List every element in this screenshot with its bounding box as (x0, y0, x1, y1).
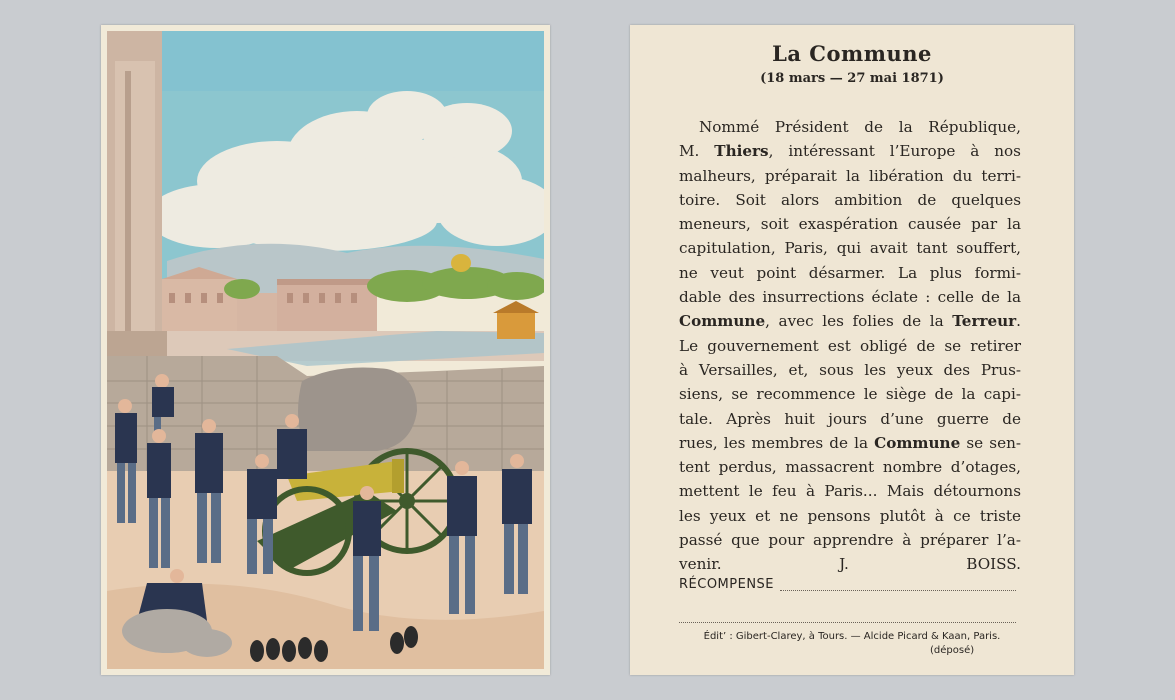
text-line: Commune, avec les folies de la Terreur. (679, 312, 1021, 331)
card-body-text (679, 115, 1021, 577)
text-line-signature: venir. J. BOISS. (679, 555, 1021, 574)
recompense-dotted-line (780, 590, 1016, 591)
text-line: M. Thiers, intéressant l’Europe à nos (679, 142, 1021, 161)
recompense-label: RÉCOMPENSE (679, 577, 775, 592)
text-line: à Versailles, et, sous les yeux des Prus- (679, 360, 1021, 379)
text-line: tale. Après huit jours d’une guerre de (679, 409, 1021, 428)
text-line: mettent le feu à Paris... Mais détournons (679, 482, 1021, 501)
text-line: passé que pour apprendre à préparer l’a- (679, 531, 1021, 550)
stone-block (298, 368, 417, 452)
name-thiers: Thiers (714, 142, 769, 161)
text-line: les yeux et ne pensons plutôt à ce triste (679, 506, 1021, 525)
divider-dotted-line (679, 622, 1016, 623)
text-line: malheurs, préparait la libération du terri- (679, 166, 1021, 185)
text-line: rues, les membres de la Commune se sen- (679, 433, 1021, 452)
word-commune: Commune (679, 312, 766, 331)
card-title: La Commune (772, 41, 932, 66)
text-line: Le gouvernement est obligé de se retirer (679, 336, 1021, 355)
guardhouse (497, 311, 535, 339)
commune-illustration (107, 31, 544, 669)
word-commune: Commune (874, 433, 961, 452)
depose-note: (déposé) (930, 645, 975, 656)
text-line: siens, se recommence le siège de la capi- (679, 385, 1021, 404)
text-line: tent perdus, massacrent nombre d’otages, (679, 458, 1021, 477)
text-line: Nommé Président de la République, (699, 118, 1021, 136)
text-line: meneurs, soit exaspération causée par la (679, 215, 1021, 234)
golden-dome (451, 254, 471, 272)
text-line: ne veut point désarmer. La plus formi- (679, 263, 1021, 282)
card-dates: (18 mars — 27 mai 1871) (760, 71, 944, 86)
author-signature: J. BOISS. (839, 555, 1021, 574)
text-line: toire. Soit alors ambition de quelques (679, 190, 1021, 209)
column (107, 31, 167, 361)
illustration-card (101, 25, 550, 675)
publisher-line: Édit’ : Gibert-Clarey, à Tours. — Alcide Picard & Kaan, Paris. (703, 631, 1001, 642)
text-card (630, 25, 1074, 675)
text-line: capitulation, Paris, qui avait tant souffert, (679, 239, 1021, 258)
word-terreur: Terreur (952, 312, 1017, 331)
text-line: dable des insurrections éclate : celle de la (679, 288, 1021, 307)
